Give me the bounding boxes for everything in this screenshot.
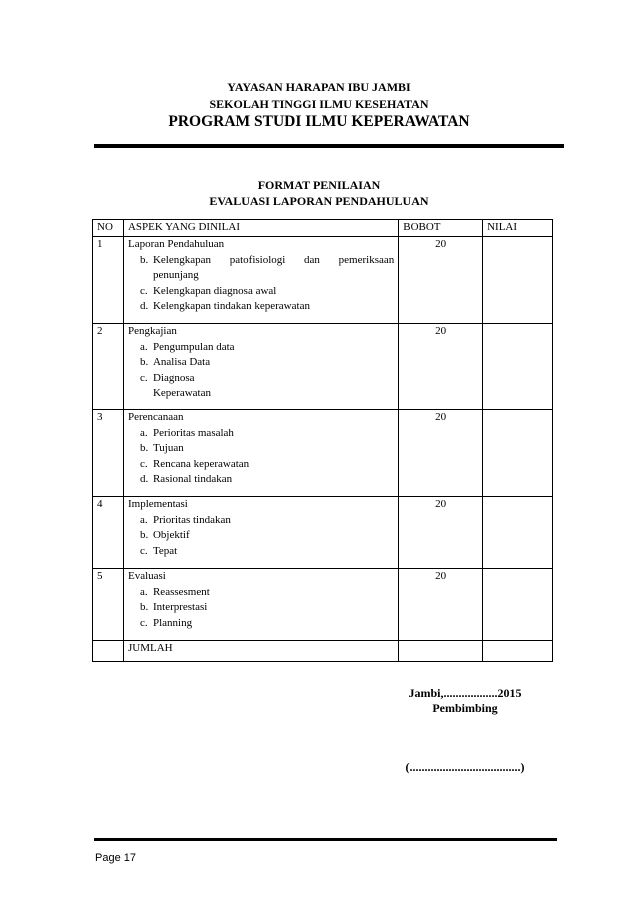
item-text: Perioritas masalah bbox=[152, 426, 234, 439]
item-marker: d. bbox=[139, 473, 149, 485]
table-row bbox=[93, 324, 553, 410]
row-bobot: 20 bbox=[399, 569, 483, 641]
row-number: 1 bbox=[93, 237, 124, 324]
item-text: Keperawatan bbox=[152, 387, 211, 399]
school-name: SEKOLAH TINGGI ILMU KESEHATAN bbox=[209, 97, 429, 111]
signature-place-date: Jambi,..................2015 bbox=[408, 686, 522, 700]
total-nilai bbox=[483, 641, 553, 662]
list-item bbox=[140, 355, 394, 371]
list-item bbox=[140, 585, 394, 601]
item-marker: a. bbox=[139, 426, 148, 439]
row-bobot: 20 bbox=[399, 324, 483, 410]
item-text: Pengumpulan data bbox=[152, 340, 235, 353]
item-marker: b. bbox=[139, 601, 149, 613]
aspect-title: Evaluasi bbox=[127, 570, 166, 582]
list-item bbox=[140, 616, 394, 632]
list-item bbox=[140, 299, 394, 315]
row-aspect bbox=[123, 324, 398, 410]
item-text: Rencana keperawatan bbox=[152, 457, 250, 470]
form-title: FORMAT PENILAIAN bbox=[257, 178, 381, 192]
item-marker: a. bbox=[139, 513, 148, 526]
item-text: Diagnosa bbox=[152, 371, 195, 384]
item-marker: c. bbox=[139, 371, 148, 384]
list-item bbox=[140, 386, 394, 402]
item-marker: b. bbox=[139, 253, 149, 266]
footer-divider bbox=[94, 838, 557, 841]
list-item bbox=[140, 284, 394, 300]
row-bobot: 20 bbox=[399, 237, 483, 324]
header-bobot: BOBOT bbox=[399, 220, 483, 237]
item-text: Reassesment bbox=[152, 585, 210, 598]
aspect-items bbox=[128, 513, 394, 560]
aspect-items bbox=[128, 340, 394, 402]
row-number: 3 bbox=[93, 410, 124, 497]
header-divider bbox=[94, 144, 564, 148]
list-item bbox=[140, 340, 394, 356]
list-item bbox=[140, 268, 394, 284]
item-text: Planning bbox=[152, 616, 193, 629]
item-text: Kelengkapan patofisiologi dan pemeriksaan bbox=[152, 253, 395, 266]
item-text: Rasional tindakan bbox=[152, 473, 233, 485]
aspect-items bbox=[128, 253, 394, 315]
item-text: penunjang bbox=[152, 269, 199, 281]
item-marker: b. bbox=[139, 442, 149, 454]
page-number: Page 17 bbox=[95, 852, 136, 864]
item-text: Kelengkapan tindakan keperawatan bbox=[152, 300, 310, 312]
aspect-title: Pengkajian bbox=[127, 325, 177, 337]
row-aspect bbox=[123, 237, 398, 324]
row-nilai bbox=[483, 410, 553, 497]
form-subtitle: EVALUASI LAPORAN PENDAHULUAN bbox=[209, 194, 429, 208]
item-text: Analisa Data bbox=[152, 356, 211, 368]
row-nilai bbox=[483, 324, 553, 410]
table-total-row bbox=[93, 641, 553, 662]
item-marker: c. bbox=[139, 544, 148, 557]
aspect-items bbox=[128, 585, 394, 632]
row-bobot: 20 bbox=[399, 497, 483, 569]
row-nilai bbox=[483, 497, 553, 569]
row-bobot: 20 bbox=[399, 410, 483, 497]
table-row bbox=[93, 410, 553, 497]
header-no: NO bbox=[93, 220, 124, 237]
item-text: Tujuan bbox=[152, 442, 184, 454]
table-row bbox=[93, 237, 553, 324]
list-item bbox=[140, 426, 394, 442]
item-text: Tepat bbox=[152, 544, 178, 557]
signature-name-blank: (.....................................) bbox=[405, 760, 525, 774]
item-marker: c. bbox=[139, 284, 148, 297]
item-marker: c. bbox=[139, 457, 148, 470]
aspect-title: Perencanaan bbox=[127, 411, 184, 423]
aspect-title: Laporan Pendahuluan bbox=[127, 238, 225, 250]
item-marker: a. bbox=[139, 585, 148, 598]
list-item bbox=[140, 472, 394, 488]
list-item bbox=[140, 371, 394, 387]
item-marker: c. bbox=[139, 616, 148, 629]
total-label: JUMLAH bbox=[123, 641, 398, 662]
table-header-row bbox=[93, 220, 553, 237]
list-item bbox=[140, 600, 394, 616]
institution-name: YAYASAN HARAPAN IBU JAMBI bbox=[227, 80, 411, 94]
table-row bbox=[93, 497, 553, 569]
item-text: Objektif bbox=[152, 529, 190, 541]
list-item bbox=[140, 544, 394, 560]
item-marker: b. bbox=[139, 356, 149, 368]
table-row bbox=[93, 569, 553, 641]
row-number: 2 bbox=[93, 324, 124, 410]
signature-role: Pembimbing bbox=[432, 701, 498, 715]
row-aspect bbox=[123, 569, 398, 641]
assessment-table bbox=[92, 219, 553, 662]
row-aspect bbox=[123, 497, 398, 569]
row-number: 4 bbox=[93, 497, 124, 569]
header-nilai: NILAI bbox=[483, 220, 553, 237]
row-aspect bbox=[123, 410, 398, 497]
aspect-title: Implementasi bbox=[127, 498, 188, 510]
list-item bbox=[140, 513, 394, 529]
row-nilai bbox=[483, 569, 553, 641]
item-text: Interprestasi bbox=[152, 601, 208, 613]
row-number: 5 bbox=[93, 569, 124, 641]
row-nilai bbox=[483, 237, 553, 324]
list-item bbox=[140, 253, 394, 269]
list-item bbox=[140, 528, 394, 544]
item-text: Prioritas tindakan bbox=[152, 513, 231, 526]
total-bobot bbox=[399, 641, 483, 662]
aspect-items bbox=[128, 426, 394, 488]
list-item bbox=[140, 441, 394, 457]
item-marker: b. bbox=[139, 529, 149, 541]
item-marker: d. bbox=[139, 300, 149, 312]
header-aspek: ASPEK YANG DINILAI bbox=[123, 220, 398, 237]
list-item bbox=[140, 457, 394, 473]
item-marker: a. bbox=[139, 340, 148, 353]
program-name: PROGRAM STUDI ILMU KEPERAWATAN bbox=[168, 113, 470, 130]
item-text: Kelengkapan diagnosa awal bbox=[152, 284, 277, 297]
total-empty-no bbox=[93, 641, 124, 662]
